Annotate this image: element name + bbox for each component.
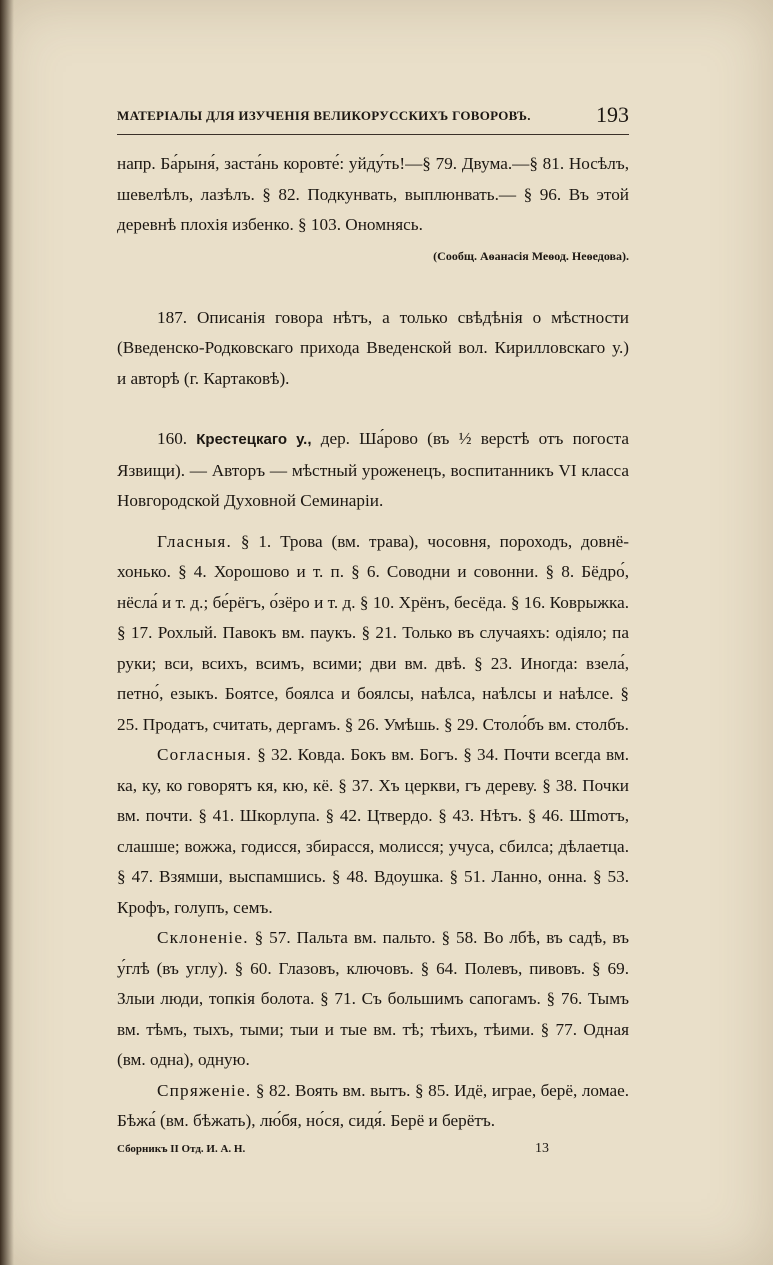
section-text: § 82. Воять вм. вытъ. § 85. Идё, играе, берё, ломае. Бѣжа́ (вм. бѣжать), лю́бя, но́ся, сидя́. Берё и берётъ.	[117, 1080, 630, 1130]
spacer	[117, 394, 629, 424]
section-text: § 32. Ковда. Бокъ вм. Богъ. § 34. Почти всегда вм. ка, ку, ко говорятъ кя, кю, кё. § 37. Хъ церкви, гъ дереву. § 38. Почки вм. почти. § 41. Шкорлупа. § 42. Цтвердо. § 43. Нѣтъ. § 46. Шmотъ, слашше; вожжа, годисся, збирасся, молисся; учуса, сбилса; дѣлаетца. § 47. Взямши, выспамшись. § 48. Вдоушка. § 51. Ланно, онна. § 53. Крофъ, голупъ, семъ.	[117, 745, 629, 917]
page-content	[117, 102, 629, 1165]
section-consonants	[117, 740, 629, 923]
entry-160-intro	[117, 424, 629, 517]
section-heading: Согласныя.	[157, 745, 253, 764]
running-head-title: МАТЕРІАЛЫ ДЛЯ ИЗУЧЕНІЯ ВЕЛИКОРУССКИХЪ ГОВОРОВЪ.	[117, 108, 531, 123]
section-heading: Гласныя.	[157, 531, 233, 551]
section-conjugation	[117, 1076, 629, 1137]
section-text: § 57. Пальта вм. пальто. § 58. Во лбѣ, въ садѣ, въ у́глѣ (въ углу). § 60. Глазовъ, ключовъ. § 64. Полевъ, пивовъ. § 69. Злыи люди, топкія болота. § 71. Съ большимъ сапогамъ. § 76. Тымъ вм. тѣмъ, тыхъ, тыми; тыи и тые вм. тѣ; тѣихъ, тѣими. § 77. Одная (вм. одна), одную.	[117, 928, 630, 1069]
district-name: Крестецкаго у.,	[196, 431, 312, 448]
section-heading: Спряженіе.	[157, 1080, 252, 1100]
section-vowels	[117, 527, 629, 741]
section-declension	[117, 923, 629, 1076]
sheet-number: 13	[535, 1140, 549, 1156]
top-entry-text: напр. Ба́рыня́, заста́нь коровте́: уйду́ть!—§ 79. Двума.—§ 81. Носѣлъ, шевелѣлъ, лазѣлъ. § 82. Подкунвать, выплюнвать.— § 96. Въ этой деревнѣ плохія избенко. § 103. Ономнясь.	[117, 154, 629, 234]
page-footer	[117, 1141, 629, 1165]
page-number: 193	[596, 102, 629, 127]
entry-187: 187. Описанія говора нѣтъ, а только свѣдѣнія о мѣстности (Введенско-Родковскаго прихода Введенской вол. Кирилловскаго у.) и авторѣ (г. Картаковѣ).	[117, 307, 629, 388]
correspondent-signature: (Сообщ. Аѳанасія Меѳод. Неѳедова).	[433, 248, 629, 263]
spacer	[117, 271, 629, 303]
entry-number: 160.	[157, 429, 188, 448]
binding-shadow	[0, 0, 14, 1265]
section-text: § 1. Трова (вм. трава), чосовня, пороходъ, довнё-хонько. § 4. Хорошово и т. п. § 6. Соводни и совонни. § 8. Бёдро́, нёсла́ и т. д.; бе́рёгъ, о́зёро и т. д. § 10. Хрёнъ, бесёда. § 16. Коврыжка. § 17. Рохлый. Павокъ вм. паукъ. § 21. Только въ случаяхъ: одіяло; па руки; вси, всихъ, всимъ, всими; дви вм. двѣ. § 23. Иногда: взела́, петно́, езыкъ. Боятсе, боялса и боялсы, наѣлса, наѣлсы и наѣлсе. § 25. Продатъ, считать, дергамъ. § 26. Умѣшь. § 29. Столо́бъ вм. столбъ.	[117, 531, 629, 734]
running-head	[117, 102, 629, 135]
section-heading: Склоненіе.	[157, 928, 249, 947]
entry-intro-text: дер. Ша́рово (въ ½ верстѣ отъ погоста Язвищи). — Авторъ — мѣстный уроженецъ, воспитанникъ VI класса Новгородской Духовной Семинаріи.	[117, 429, 629, 510]
spacer	[117, 517, 629, 527]
signature-mark: Сборникъ II Отд. И. А. Н.	[117, 1142, 246, 1155]
